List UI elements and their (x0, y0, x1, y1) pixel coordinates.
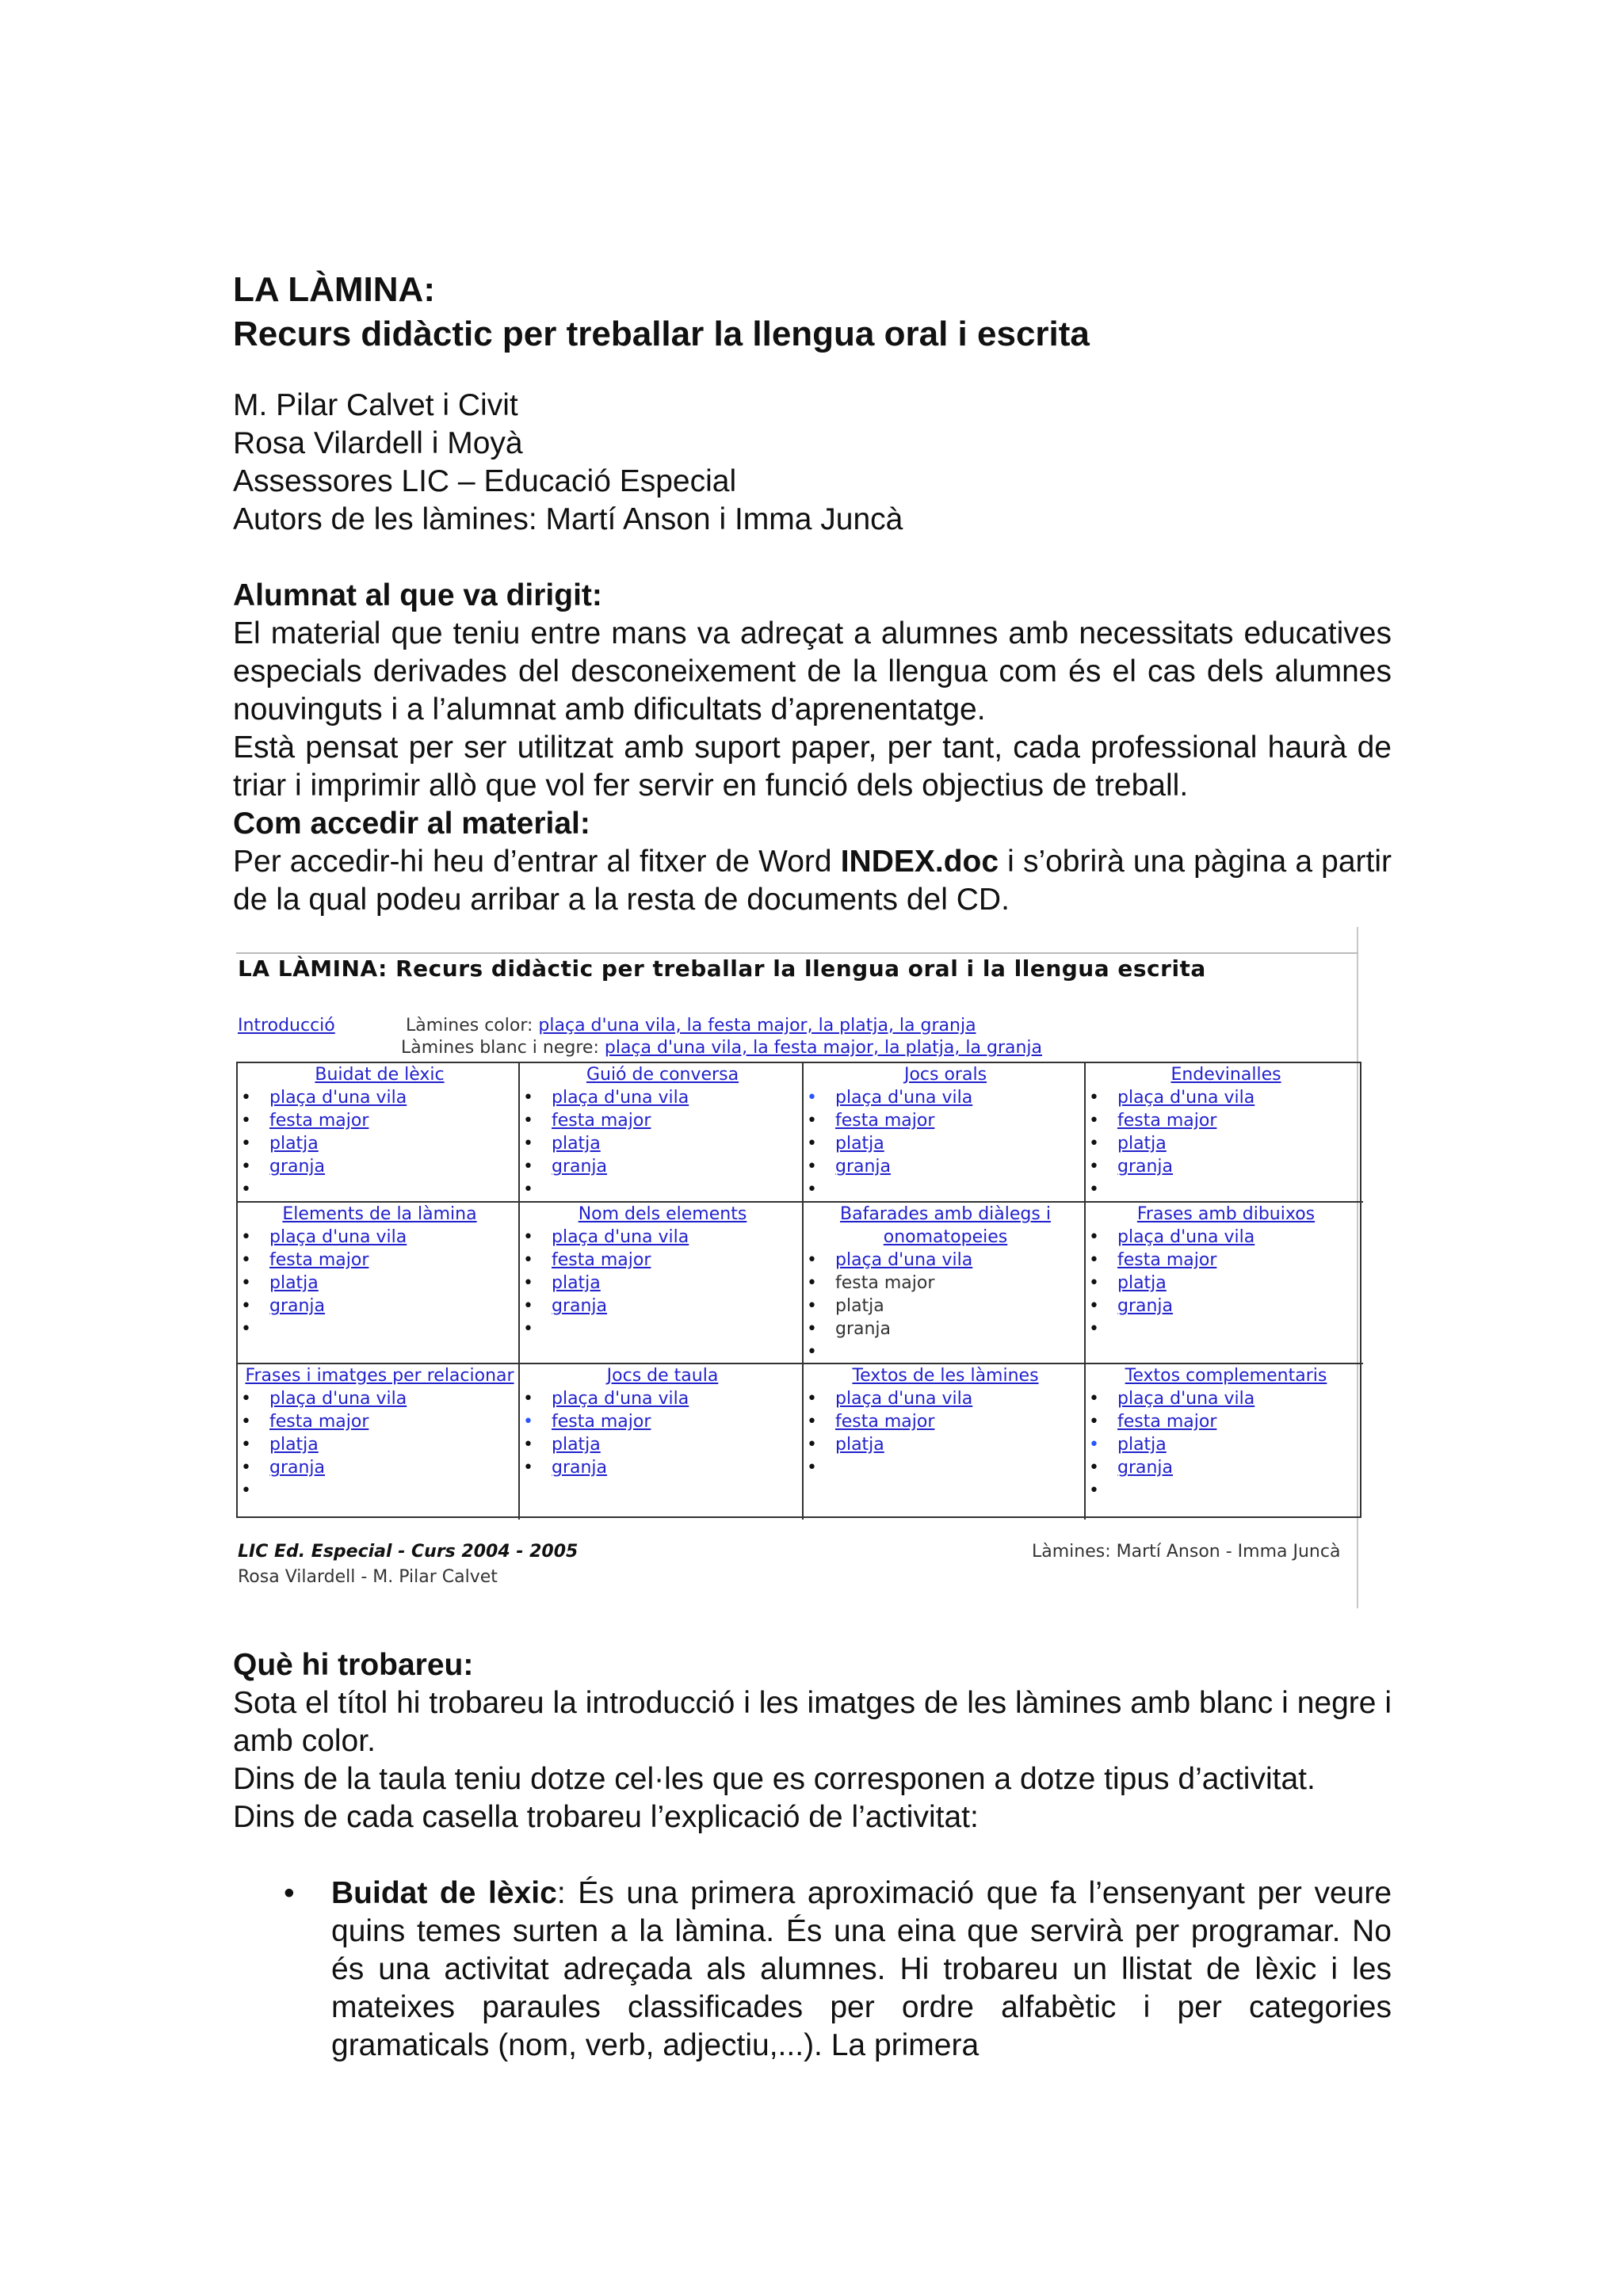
list-item (523, 1155, 802, 1178)
list-item (241, 1155, 518, 1178)
index-screenshot-figure (233, 927, 1361, 1608)
plate-link[interactable]: festa major (835, 1111, 935, 1131)
activity-table (236, 1062, 1361, 1518)
list-item (1089, 1456, 1363, 1479)
list-item (241, 1479, 518, 1502)
plate-link[interactable]: granja (269, 1157, 326, 1177)
activity-cell-title[interactable]: Frases i imatges per relacionar (245, 1366, 514, 1386)
list-item (1089, 1272, 1363, 1295)
list-item (1089, 1086, 1363, 1109)
author-line: Rosa Vilardell i Moyà (233, 426, 523, 460)
plate-link[interactable]: platja (1117, 1273, 1167, 1293)
document-bottom (233, 1646, 1392, 2065)
list-item (523, 1226, 802, 1249)
activity-cell (1086, 1364, 1363, 1520)
title-line-1: LA LÀMINA: (233, 270, 435, 309)
list-item (1089, 1433, 1363, 1456)
activity-cell-title[interactable]: Nom dels elements (578, 1204, 747, 1224)
section-heading-contents: Què hi trobareu: (233, 1648, 474, 1682)
plate-link[interactable]: plaça d'una vila (269, 1389, 407, 1409)
list-item (1089, 1132, 1363, 1155)
list-item (523, 1249, 802, 1272)
plate-link[interactable]: plaça d'una vila (1117, 1227, 1255, 1247)
plate-link[interactable]: platja (1117, 1134, 1167, 1154)
activity-cell-title[interactable]: Textos complementaris (1125, 1366, 1327, 1386)
list-item (1089, 1226, 1363, 1249)
activity-cell-list (1089, 1086, 1363, 1201)
plate-link[interactable]: festa major (552, 1412, 651, 1432)
plate-link[interactable]: granja (552, 1157, 608, 1177)
list-item (523, 1272, 802, 1295)
plate-link[interactable]: festa major (1117, 1412, 1217, 1432)
list-item (807, 1155, 1084, 1178)
list-item (241, 1249, 518, 1272)
author-line: Autors de les làmines: Martí Anson i Imma Juncà (233, 502, 903, 536)
plate-link[interactable]: festa major (552, 1111, 651, 1131)
plate-link[interactable]: platja (552, 1134, 601, 1154)
section-heading-target: Alumnat al que va dirigit: (233, 578, 602, 612)
bw-plates-row: Làmines blanc i negre: plaça d'una vila, la festa major, la platja, la granja (401, 1038, 1043, 1058)
activity-cell (520, 1063, 804, 1203)
list-item (523, 1178, 802, 1201)
activity-cell (804, 1364, 1086, 1520)
activity-cell-list (241, 1086, 518, 1201)
paragraph-access: Per accedir-hi heu d’entrar al fitxer de Word INDEX.doc i s’obrirà una pàgina a partir de la qual podeu arribar a la resta de documents del CD. (233, 845, 1392, 917)
activity-cell-title[interactable]: Jocs de taula (606, 1366, 719, 1386)
plate-link[interactable]: platja (269, 1435, 319, 1455)
bullet-term: Buidat de lèxic (331, 1876, 557, 1910)
list-item (807, 1387, 1084, 1410)
list-item (241, 1226, 518, 1249)
plate-link[interactable]: plaça d'una vila (835, 1389, 973, 1409)
list-item (807, 1410, 1084, 1433)
list-item (523, 1086, 802, 1109)
plate-link[interactable]: granja (552, 1458, 608, 1478)
activity-cell-list (807, 1387, 1084, 1479)
plate-link[interactable]: platja (835, 1435, 884, 1455)
activity-cell-list (1089, 1226, 1363, 1341)
list-item (807, 1433, 1084, 1456)
plate-link: festa major (835, 1273, 935, 1293)
plate-link[interactable]: platja (269, 1273, 319, 1293)
author-line: Assessores LIC – Educació Especial (233, 464, 737, 498)
activity-cell-list (523, 1086, 802, 1201)
list-item (241, 1387, 518, 1410)
plate-link[interactable]: granja (269, 1458, 326, 1478)
activity-cell-title[interactable]: Bafarades amb diàlegs i onomatopeies (840, 1204, 1051, 1247)
paragraph-contents-3: Dins de cada casella trobareu l’explicació de l’activitat: (233, 1800, 979, 1834)
index-filename: INDEX.doc (840, 845, 999, 879)
activity-cell-list (807, 1249, 1084, 1363)
plate-link[interactable]: festa major (835, 1412, 935, 1432)
list-item (523, 1456, 802, 1479)
list-item (241, 1178, 518, 1201)
plate-link[interactable]: festa major (269, 1111, 369, 1131)
paragraph-contents-1: Sota el títol hi trobareu la introducció i les imatges de les làmines amb blanc i negre i amb color. (233, 1686, 1392, 1758)
activity-cell-list (241, 1387, 518, 1502)
authors-block (233, 387, 1392, 539)
activity-cell (238, 1203, 520, 1364)
activity-cell-title[interactable]: Textos de les làmines (852, 1366, 1039, 1386)
list-item (233, 1875, 1392, 2065)
list-item (241, 1318, 518, 1341)
list-item (807, 1132, 1084, 1155)
activity-cell (520, 1364, 804, 1520)
activity-cell-title[interactable]: Frases amb dibuixos (1136, 1204, 1316, 1224)
activity-cell (1086, 1203, 1363, 1364)
plate-link[interactable]: granja (1117, 1296, 1174, 1316)
list-item (241, 1132, 518, 1155)
author-line: M. Pilar Calvet i Civit (233, 388, 518, 422)
plate-link[interactable]: plaça d'una vila (552, 1227, 689, 1247)
list-item (807, 1109, 1084, 1132)
list-item (241, 1456, 518, 1479)
activity-cell-list (523, 1387, 802, 1479)
figure-footer-illustrators: Làmines: Martí Anson - Imma Juncà (1032, 1542, 1341, 1562)
plate-link: platja (835, 1296, 884, 1316)
activity-bullet-list (233, 1875, 1392, 2065)
plate-link[interactable]: platja (552, 1435, 601, 1455)
color-plates-links[interactable]: plaça d'una vila, la festa major, la platja, la granja (538, 1016, 976, 1035)
activity-cell (238, 1364, 520, 1520)
intro-link[interactable]: Introducció (238, 1016, 335, 1035)
activity-cell-title[interactable]: Elements de la làmina (282, 1204, 477, 1224)
plate-link[interactable]: platja (552, 1273, 601, 1293)
activity-cell-title[interactable]: Endevinalles (1170, 1065, 1281, 1085)
list-item (807, 1178, 1084, 1201)
plate-link[interactable]: plaça d'una vila (1117, 1389, 1255, 1409)
list-item (1089, 1109, 1363, 1132)
list-item (523, 1433, 802, 1456)
plate-link[interactable]: festa major (1117, 1111, 1217, 1131)
activity-cell-list (1089, 1387, 1363, 1502)
plate-link[interactable]: platja (1117, 1435, 1167, 1455)
paragraph-contents-2: Dins de la taula teniu dotze cel·les que es corresponen a dotze tipus d’activitat. (233, 1762, 1316, 1796)
list-item (1089, 1410, 1363, 1433)
plate-link[interactable]: plaça d'una vila (269, 1088, 407, 1108)
plate-link[interactable]: plaça d'una vila (552, 1088, 689, 1108)
plate-link[interactable]: plaça d'una vila (269, 1227, 407, 1247)
paragraph-target-1: El material que teniu entre mans va adreçat a alumnes amb necessitats educatives especials derivades del desconeixement de la llengua com és el cas dels alumnes nouvinguts i a l’alumnat amb dificultats d’aprenentatge. (233, 616, 1392, 727)
activity-cell-list (807, 1086, 1084, 1201)
activity-cell (520, 1203, 804, 1364)
plate-link[interactable]: platja (835, 1134, 884, 1154)
list-item (241, 1109, 518, 1132)
plate-link[interactable]: festa major (269, 1250, 369, 1270)
plate-link[interactable]: festa major (269, 1412, 369, 1432)
activity-cell-title[interactable]: Buidat de lèxic (315, 1065, 445, 1085)
list-item (523, 1109, 802, 1132)
list-item (523, 1410, 802, 1433)
activity-cell-list (241, 1226, 518, 1341)
list-item (241, 1086, 518, 1109)
bw-plates-links[interactable]: plaça d'una vila, la festa major, la platja, la granja (604, 1038, 1043, 1058)
list-item (807, 1456, 1084, 1479)
figure-footer-authors: Rosa Vilardell - M. Pilar Calvet (238, 1567, 498, 1587)
list-item (523, 1132, 802, 1155)
plate-link[interactable]: festa major (552, 1250, 651, 1270)
list-item (807, 1318, 1084, 1341)
plate-link[interactable]: granja (1117, 1458, 1174, 1478)
list-item (807, 1272, 1084, 1295)
document-title (233, 268, 1392, 357)
plate-link[interactable]: platja (269, 1134, 319, 1154)
list-item (1089, 1479, 1363, 1502)
activity-cell (1086, 1063, 1363, 1203)
list-item (523, 1318, 802, 1341)
activity-cell (238, 1063, 520, 1203)
activity-cell-title[interactable]: Guió de conversa (586, 1065, 739, 1085)
list-item (807, 1295, 1084, 1318)
color-plates-row: Làmines color: plaça d'una vila, la festa major, la platja, la granja (406, 1016, 976, 1035)
list-item (241, 1433, 518, 1456)
list-item (1089, 1318, 1363, 1341)
plate-link[interactable]: festa major (1117, 1250, 1217, 1270)
section-heading-access: Com accedir al material: (233, 807, 590, 841)
list-item (1089, 1295, 1363, 1318)
plate-link[interactable]: plaça d'una vila (1117, 1088, 1255, 1108)
activity-cell-list (523, 1226, 802, 1341)
document-top (233, 268, 1392, 919)
plate-link[interactable]: plaça d'una vila (835, 1250, 973, 1270)
list-item (241, 1410, 518, 1433)
plate-link[interactable]: plaça d'una vila (835, 1088, 973, 1108)
plate-link[interactable]: plaça d'una vila (552, 1389, 689, 1409)
list-item (1089, 1178, 1363, 1201)
plate-link[interactable]: granja (835, 1157, 892, 1177)
activity-cell (804, 1063, 1086, 1203)
list-item (807, 1086, 1084, 1109)
bullet-text: : És una primera aproximació que fa l’ensenyant per veure quins temes surten a la làmina. És una eina que servirà per programar. No és una activitat adreçada als alumnes. Hi trobareu un llistat de lèxic i les mateixes paraules classificades per ordre alfabètic i per categories gramaticals (nom, verb, adjectiu,...). La primera (331, 1876, 1392, 2062)
list-item (241, 1272, 518, 1295)
title-line-2: Recurs didàctic per treballar la llengua oral i escrita (233, 315, 1090, 353)
plate-link[interactable]: granja (552, 1296, 608, 1316)
paragraph-target-2: Està pensat per ser utilitzat amb suport paper, per tant, cada professional haurà de triar i imprimir allò que vol fer servir en funció dels objectius de treball. (233, 730, 1392, 803)
list-item (807, 1249, 1084, 1272)
list-item (523, 1295, 802, 1318)
list-item (1089, 1249, 1363, 1272)
list-item (241, 1295, 518, 1318)
list-item (807, 1341, 1084, 1363)
list-item (1089, 1155, 1363, 1178)
list-item (1089, 1387, 1363, 1410)
activity-cell-title[interactable]: Jocs orals (903, 1065, 987, 1085)
activity-cell (804, 1203, 1086, 1364)
figure-title: LA LÀMINA: Recurs didàctic per treballar la llengua oral i la llengua escrita (238, 955, 1206, 982)
plate-link: granja (835, 1319, 892, 1339)
figure-footer-course: LIC Ed. Especial - Curs 2004 - 2005 (238, 1542, 579, 1562)
list-item (523, 1387, 802, 1410)
plate-link[interactable]: granja (1117, 1157, 1174, 1177)
plate-link[interactable]: granja (269, 1296, 326, 1316)
